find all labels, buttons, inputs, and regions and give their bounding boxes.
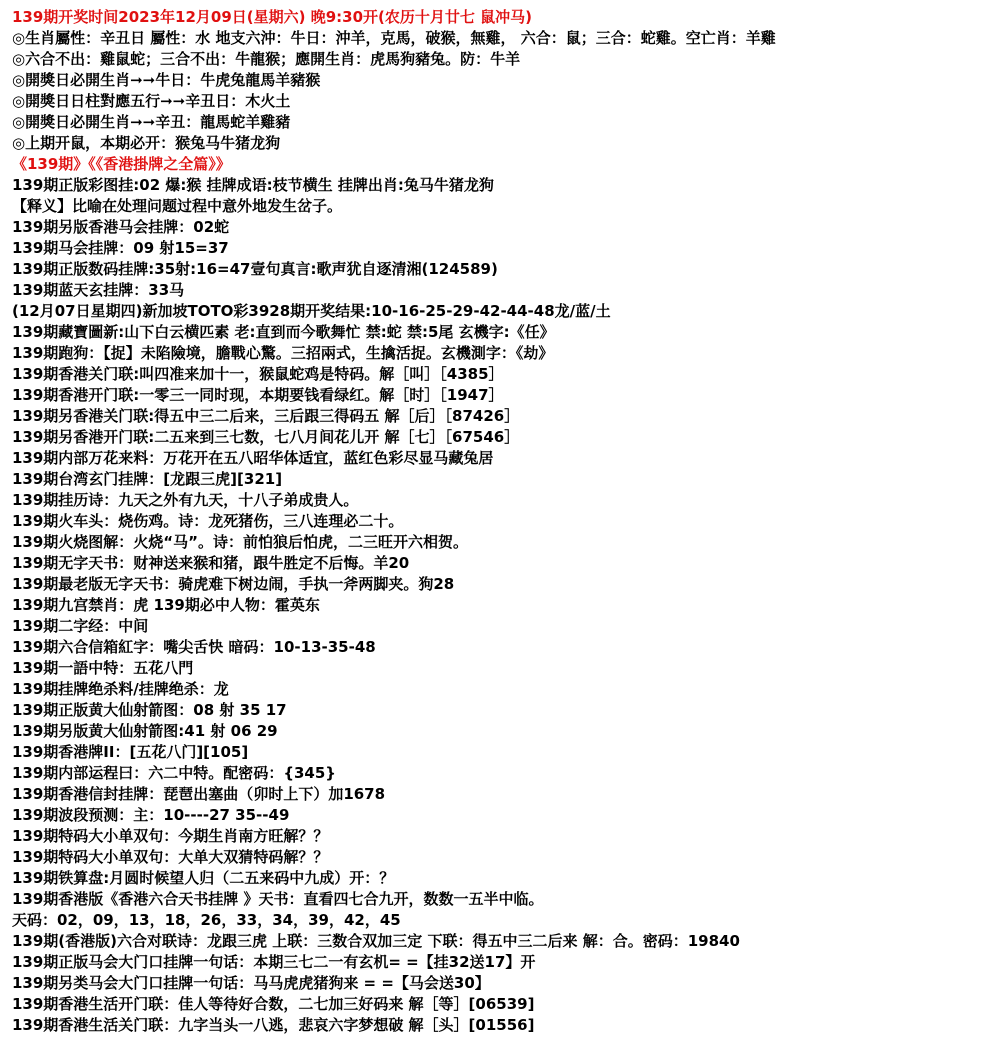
- text-line: 139期香港牌II：[五花八门][105]: [12, 743, 249, 761]
- text-line: 139期(香港版)六合对联诗：龙跟三虎 上联：三数合双加三定 下联：得五中三二后来 解：合。密码：19840: [12, 932, 740, 950]
- text-line: 139期香港生活开门联：佳人等待好合数，二七加三好码来 解［等］[06539]: [12, 995, 535, 1013]
- text-line: 139期特码大小单双句：今期生肖南方旺解？？: [12, 827, 329, 845]
- text-line: ◎開獎日必開生肖➞➞牛日：牛虎兔龍馬羊豬猴: [12, 71, 321, 89]
- text-line: 139期挂历诗：九天之外有九天，十八子弟成贵人。: [12, 491, 359, 509]
- text-line: 139期另版黄大仙射箭图:41 射 06 29: [12, 722, 278, 740]
- text-line: 139期一語中特：五花八門: [12, 659, 194, 677]
- text-line: 139期特码大小单双句：大单大双猜特码解？？: [12, 848, 329, 866]
- text-line: 139期无字天书：财神送来猴和猪，跟牛胜定不后悔。羊20: [12, 554, 410, 572]
- text-line: ◎開獎日必開生肖➞➞辛丑：龍馬蛇羊雞豬: [12, 113, 291, 131]
- text-line: 139期香港信封挂牌：琵琶出塞曲（卯时上下）加1678: [12, 785, 386, 803]
- text-line: 139期另版香港马会挂牌：02蛇: [12, 218, 230, 236]
- text-line: ◎生肖屬性：辛丑日 屬性：水 地支六沖：牛日：沖羊，克馬，破猴，無雞， 六合：鼠；三合：蛇雞。空亡肖：羊雞: [12, 29, 776, 47]
- text-line: 139期跑狗：【捉】未陷險境，膽戰心驚。三招兩式，生擒活捉。玄機測字：《劫》: [12, 344, 554, 362]
- text-line: 139期正版彩图挂:02 爆:猴 挂牌成语:枝节横生 挂牌出肖:兔马牛猪龙狗: [12, 176, 494, 194]
- text-line: 139期香港关门联:叫四准来加十一，猴鼠蛇鸡是特码。解［叫］［4385］: [12, 365, 504, 383]
- text-line: 139期最老版无字天书：骑虎难下树边闹，手执一斧两脚夹。狗28: [12, 575, 455, 593]
- text-line: 139期香港开门联:一零三一同时现，本期要钱看绿红。解［时］［1947］: [12, 386, 504, 404]
- text-line: 139期藏寶圖新:山下白云横匹素 老:直到而今歌舞忙 禁:蛇 禁:5尾 玄機字:《任》: [12, 323, 555, 341]
- text-line: ◎上期开鼠，本期必开：猴兔马牛猪龙狗: [12, 134, 281, 152]
- text-line: (12月07日星期四)新加坡TOTO彩3928期开奖结果:10-16-25-29-42-44-48龙/蓝/土: [12, 302, 611, 320]
- text-line: 139期二字经：中间: [12, 617, 149, 635]
- text-line: 139期火车头：烧伤鸡。诗：龙死猪伤，三八连理必二十。: [12, 512, 404, 530]
- heading-line: 139期开奖时间2023年12月09日(星期六) 晚9:30开(农历十月廿七 鼠冲马): [12, 8, 532, 26]
- document-body: [12, 7, 992, 1036]
- text-line: 天码：02，09，13，18，26，33，34，39，42，45: [12, 911, 401, 929]
- text-line: 139期铁算盘:月圆时候望人归（二五来码中九成）开：？: [12, 869, 395, 887]
- text-line: 139期内部运程曰：六二中特。配密码：{345}: [12, 764, 336, 782]
- text-line: 139期九宫禁肖：虎 139期必中人物：霍英东: [12, 596, 320, 614]
- text-line: 139期台湾玄门挂牌：[龙跟三虎][321]: [12, 470, 283, 488]
- text-line: ◎開獎日日柱對應五行➞➞辛丑日：木火土: [12, 92, 291, 110]
- text-line: 139期正版数码挂牌:35射:16=47壹句真言:歌声犹自逐清湘(124589): [12, 260, 498, 278]
- text-line: 139期马会挂牌：09 射15=37: [12, 239, 229, 257]
- text-line: ◎六合不出：雞鼠蛇；三合不出：牛龍猴；應開生肖：虎馬狗豬兔。防：牛羊: [12, 50, 521, 68]
- text-line: 139期挂牌绝杀料/挂牌绝杀：龙: [12, 680, 229, 698]
- text-line: 139期六合信箱紅字：嘴尖舌快 暗码：10-13-35-48: [12, 638, 376, 656]
- heading-line: 《139期》《《香港掛牌之全篇》》: [12, 155, 231, 173]
- text-line: 139期正版黄大仙射箭图：08 射 35 17: [12, 701, 287, 719]
- text-line: 139期火烧图解：火烧“马”。诗：前怕狼后怕虎，二三旺开六相贺。: [12, 533, 469, 551]
- text-line: 139期正版马会大门口挂牌一句话：本期三七二一有玄机= =【挂32送17】开: [12, 953, 536, 971]
- text-line: 139期波段预测：主：10----27 35--49: [12, 806, 290, 824]
- text-line: 139期内部万花来料：万花开在五八昭华体适宜，蓝红色彩尽显马藏兔居: [12, 449, 494, 467]
- text-line: 139期另香港关门联:得五中三二后来，三后跟三得码五 解［后］［87426］: [12, 407, 520, 425]
- text-line: 139期另香港开门联:二五来到三七数，七八月间花儿开 解［七］［67546］: [12, 428, 520, 446]
- text-line: 139期蓝天玄挂牌：33马: [12, 281, 185, 299]
- text-line: 【释义】比喻在处理问题过程中意外地发生岔子。: [12, 197, 343, 215]
- text-line: 139期香港版《香港六合天书挂牌 》天书：直看四七合九开，数数一五半中临。: [12, 890, 544, 908]
- text-line: 139期香港生活关门联：九字当头一八逃，悲哀六字梦想破 解［头］[01556]: [12, 1016, 535, 1034]
- text-line: 139期另类马会大门口挂牌一句话：马马虎虎猪狗来 = =【马会送30】: [12, 974, 490, 992]
